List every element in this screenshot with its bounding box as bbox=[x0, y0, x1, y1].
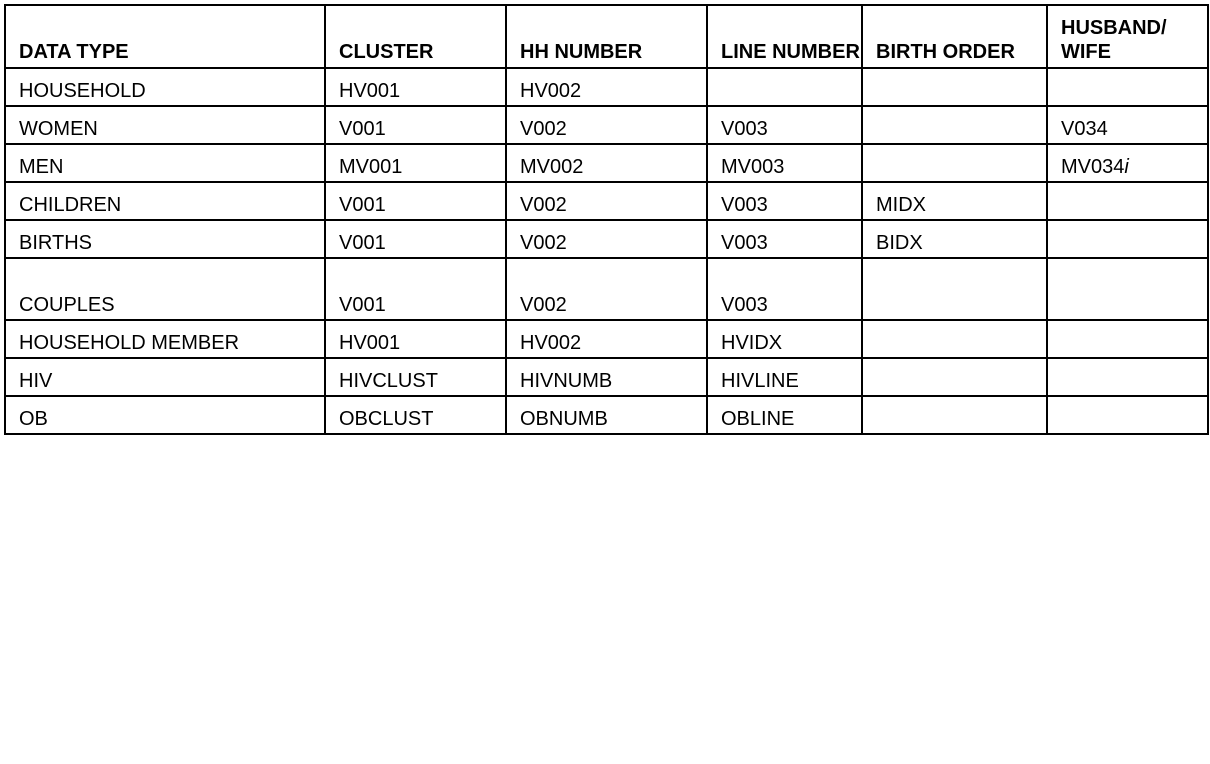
cell-data-type: OB bbox=[5, 396, 325, 434]
cell-cluster: HV001 bbox=[325, 320, 506, 358]
cell-husband-wife bbox=[1047, 358, 1208, 396]
table-row bbox=[5, 182, 1208, 220]
cell-line-number: V003 bbox=[707, 182, 862, 220]
cell-hh-number: HV002 bbox=[506, 68, 707, 106]
cell-data-type: WOMEN bbox=[5, 106, 325, 144]
husband-wife-value: V034 bbox=[1061, 118, 1108, 140]
cell-cluster: HV001 bbox=[325, 68, 506, 106]
cell-line-number: HVIDX bbox=[707, 320, 862, 358]
cell-birth-order: MIDX bbox=[862, 182, 1047, 220]
header-line-number: LINE NUMBER bbox=[707, 5, 862, 68]
cell-line-number: V003 bbox=[707, 258, 862, 320]
cell-line-number: OBLINE bbox=[707, 396, 862, 434]
husband-wife-value: MV034 bbox=[1061, 156, 1125, 178]
cell-cluster: MV001 bbox=[325, 144, 506, 182]
cell-husband-wife bbox=[1047, 144, 1208, 182]
cell-husband-wife bbox=[1047, 106, 1208, 144]
table-row bbox=[5, 68, 1208, 106]
cell-birth-order bbox=[862, 396, 1047, 434]
cell-cluster: HIVCLUST bbox=[325, 358, 506, 396]
cell-cluster: V001 bbox=[325, 106, 506, 144]
cell-birth-order bbox=[862, 258, 1047, 320]
cell-data-type: HOUSEHOLD bbox=[5, 68, 325, 106]
cell-birth-order bbox=[862, 358, 1047, 396]
husband-wife-suffix: i bbox=[1124, 156, 1129, 178]
table-row bbox=[5, 358, 1208, 396]
header-row bbox=[5, 5, 1208, 68]
cell-data-type: COUPLES bbox=[5, 258, 325, 320]
cell-hh-number: V002 bbox=[506, 106, 707, 144]
cell-husband-wife bbox=[1047, 220, 1208, 258]
header-hh-number: HH NUMBER bbox=[506, 5, 707, 68]
cell-birth-order bbox=[862, 320, 1047, 358]
cell-husband-wife bbox=[1047, 396, 1208, 434]
cell-hh-number: HIVNUMB bbox=[506, 358, 707, 396]
header-data-type: DATA TYPE bbox=[5, 5, 325, 68]
cell-line-number: MV003 bbox=[707, 144, 862, 182]
header-birth-order: BIRTH ORDER bbox=[862, 5, 1047, 68]
table-row bbox=[5, 258, 1208, 320]
cell-line-number: HIVLINE bbox=[707, 358, 862, 396]
table-row bbox=[5, 220, 1208, 258]
cell-hh-number: MV002 bbox=[506, 144, 707, 182]
cell-cluster: V001 bbox=[325, 258, 506, 320]
data-type-identifiers-table bbox=[4, 4, 1209, 435]
cell-birth-order bbox=[862, 144, 1047, 182]
cell-birth-order bbox=[862, 106, 1047, 144]
cell-data-type: HOUSEHOLD MEMBER bbox=[5, 320, 325, 358]
cell-husband-wife bbox=[1047, 68, 1208, 106]
cell-hh-number: V002 bbox=[506, 258, 707, 320]
cell-data-type: HIV bbox=[5, 358, 325, 396]
table-row bbox=[5, 320, 1208, 358]
cell-cluster: V001 bbox=[325, 220, 506, 258]
cell-data-type: MEN bbox=[5, 144, 325, 182]
table-container bbox=[4, 4, 1209, 435]
cell-data-type: BIRTHS bbox=[5, 220, 325, 258]
cell-birth-order bbox=[862, 68, 1047, 106]
cell-cluster: OBCLUST bbox=[325, 396, 506, 434]
table-row bbox=[5, 106, 1208, 144]
header-cluster: CLUSTER bbox=[325, 5, 506, 68]
cell-line-number bbox=[707, 68, 862, 106]
header-husband-wife: HUSBAND/ WIFE bbox=[1047, 5, 1208, 68]
cell-line-number: V003 bbox=[707, 220, 862, 258]
cell-data-type: CHILDREN bbox=[5, 182, 325, 220]
table-row bbox=[5, 396, 1208, 434]
cell-husband-wife bbox=[1047, 258, 1208, 320]
cell-cluster: V001 bbox=[325, 182, 506, 220]
table-row bbox=[5, 144, 1208, 182]
cell-hh-number: HV002 bbox=[506, 320, 707, 358]
cell-hh-number: OBNUMB bbox=[506, 396, 707, 434]
cell-hh-number: V002 bbox=[506, 182, 707, 220]
cell-line-number: V003 bbox=[707, 106, 862, 144]
cell-hh-number: V002 bbox=[506, 220, 707, 258]
cell-husband-wife bbox=[1047, 320, 1208, 358]
cell-husband-wife bbox=[1047, 182, 1208, 220]
cell-birth-order: BIDX bbox=[862, 220, 1047, 258]
